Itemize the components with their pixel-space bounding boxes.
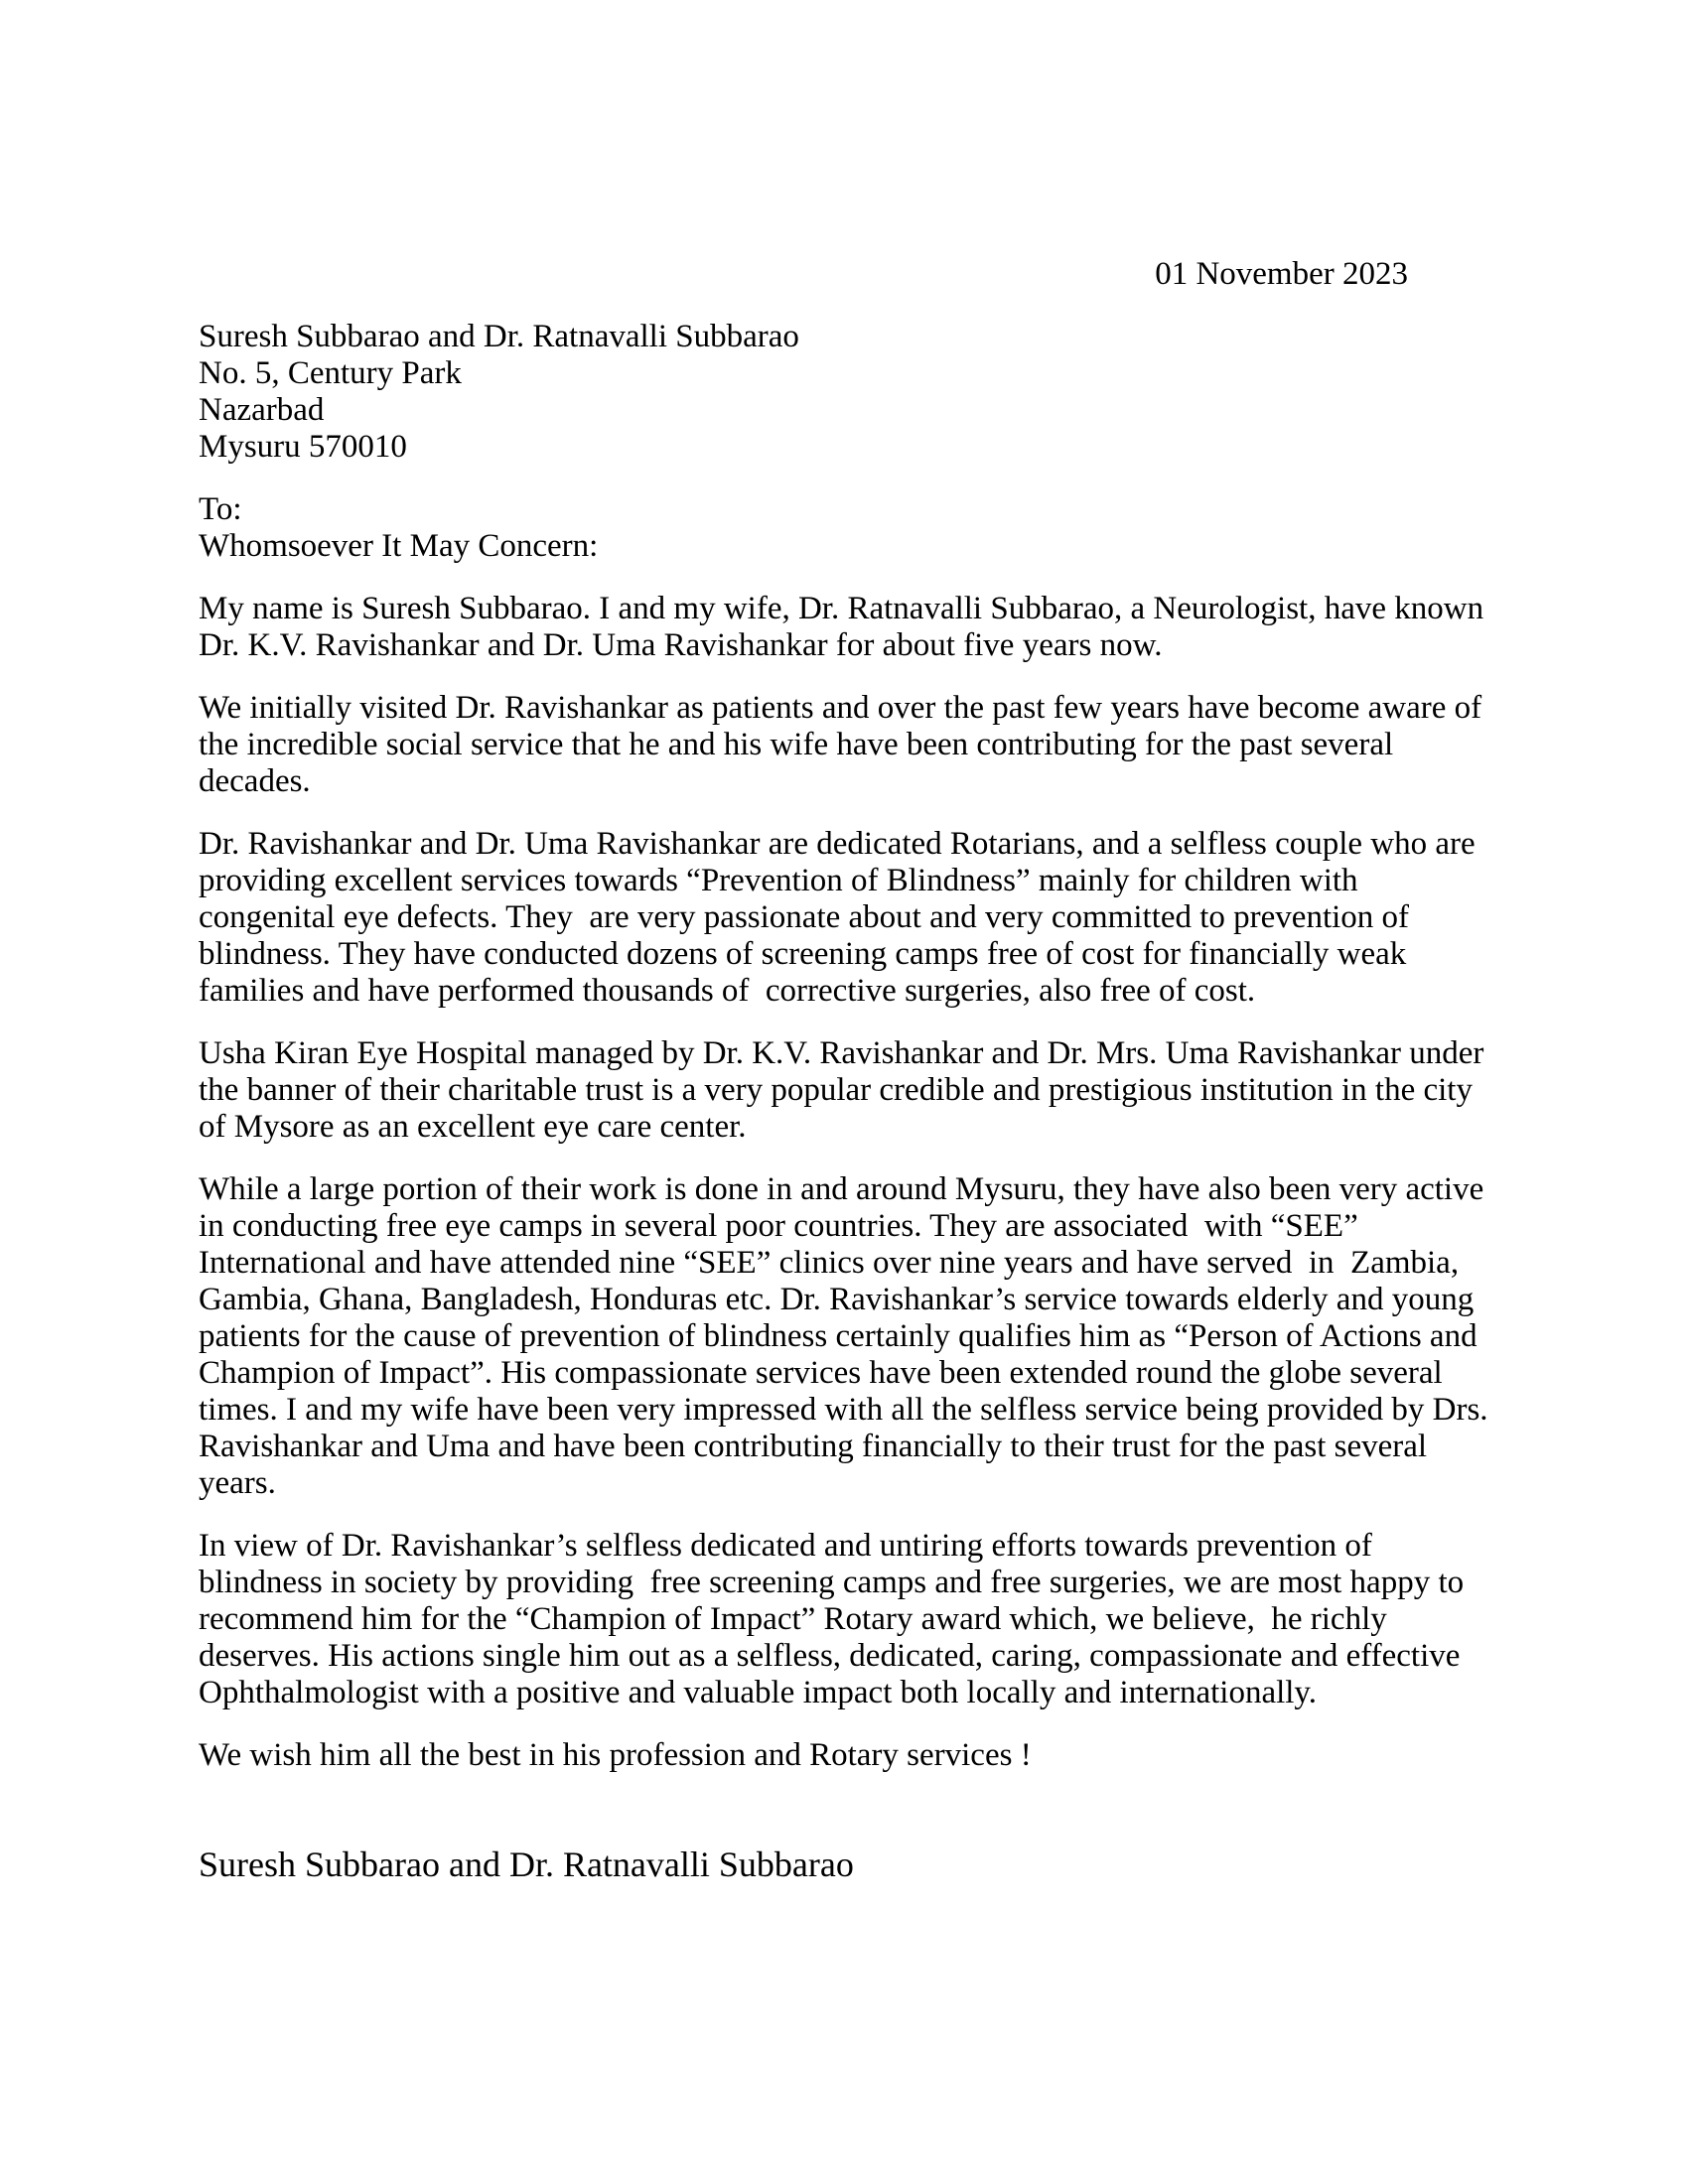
sender-locality-line: Nazarbad xyxy=(199,392,325,428)
paragraph-introduction: My name is Suresh Subbarao. I and my wife, Dr. Ratnavalli Subbarao, a Neurologist, have known Dr. K.V. Ravishankar and Dr. Uma Ravishankar for about five years now. xyxy=(199,591,1492,663)
sender-street-line: No. 5, Century Park xyxy=(199,355,462,391)
closing-wish-line: We wish him all the best in his profession and Rotary services ! xyxy=(199,1737,1032,1773)
signature-line: Suresh Subbarao and Dr. Ratnavalli Subbarao xyxy=(199,1844,854,1884)
paragraph-rotarians: Dr. Ravishankar and Dr. Uma Ravishankar are dedicated Rotarians, and a selfless couple who are providing excellent services towards “Prevention of Blindness” mainly for children with congenital eye defects. They are very passionate about and very committed to prevention of blindness. They have conducted dozens of screening camps free of cost for financially weak families and have performed thousands of corrective surgeries, also free of cost. xyxy=(199,826,1483,1009)
letter-date: 01 November 2023 xyxy=(1155,256,1408,292)
sender-city-line: Mysuru 570010 xyxy=(199,429,407,465)
concern-line: Whomsoever It May Concern: xyxy=(199,528,599,564)
recipient-block xyxy=(199,491,1491,565)
to-label: To: xyxy=(199,491,242,527)
paragraph-international-work: While a large portion of their work is done in and around Mysuru, they have also been very active in conducting free eye camps in several poor countries. They are associated with “SEE” International and have attended nine “SEE” clinics over nine years and have served in Zambia, Gambia, Ghana, Bangladesh, Honduras etc. Dr. Ravishankar’s service towards elderly and young patients for the cause of prevention of blindness certainly qualifies him as “Person of Actions and Champion of Impact”. His compassionate services have been extended round the globe several times. I and my wife have been very impressed with all the selfless service being provided by Drs. Ravishankar and Uma and have been contributing financially to their trust for the past several years. xyxy=(199,1171,1496,1501)
paragraph-initial-visit: We initially visited Dr. Ravishankar as patients and over the past few years have become aware of the incredible social service that he and his wife have been contributing for the past several decades. xyxy=(199,690,1490,799)
paragraph-recommendation: In view of Dr. Ravishankar’s selfless dedicated and untiring efforts towards prevention of blindness in society by providing free screening camps and free surgeries, we are most happy to recommend him for the “Champion of Impact” Rotary award which, we believe, he richly deserves. His actions single him out as a selfless, dedicated, caring, compassionate and effective Ophthalmologist with a positive and valuable impact both locally and internationally. xyxy=(199,1528,1473,1710)
sender-name-line: Suresh Subbarao and Dr. Ratnavalli Subbarao xyxy=(199,319,799,354)
sender-address-block xyxy=(199,319,1491,466)
paragraph-hospital: Usha Kiran Eye Hospital managed by Dr. K.V. Ravishankar and Dr. Mrs. Uma Ravishankar under the banner of their charitable trust is a very popular credible and prestigious institution in the city of Mysore as an excellent eye care center. xyxy=(199,1035,1492,1145)
